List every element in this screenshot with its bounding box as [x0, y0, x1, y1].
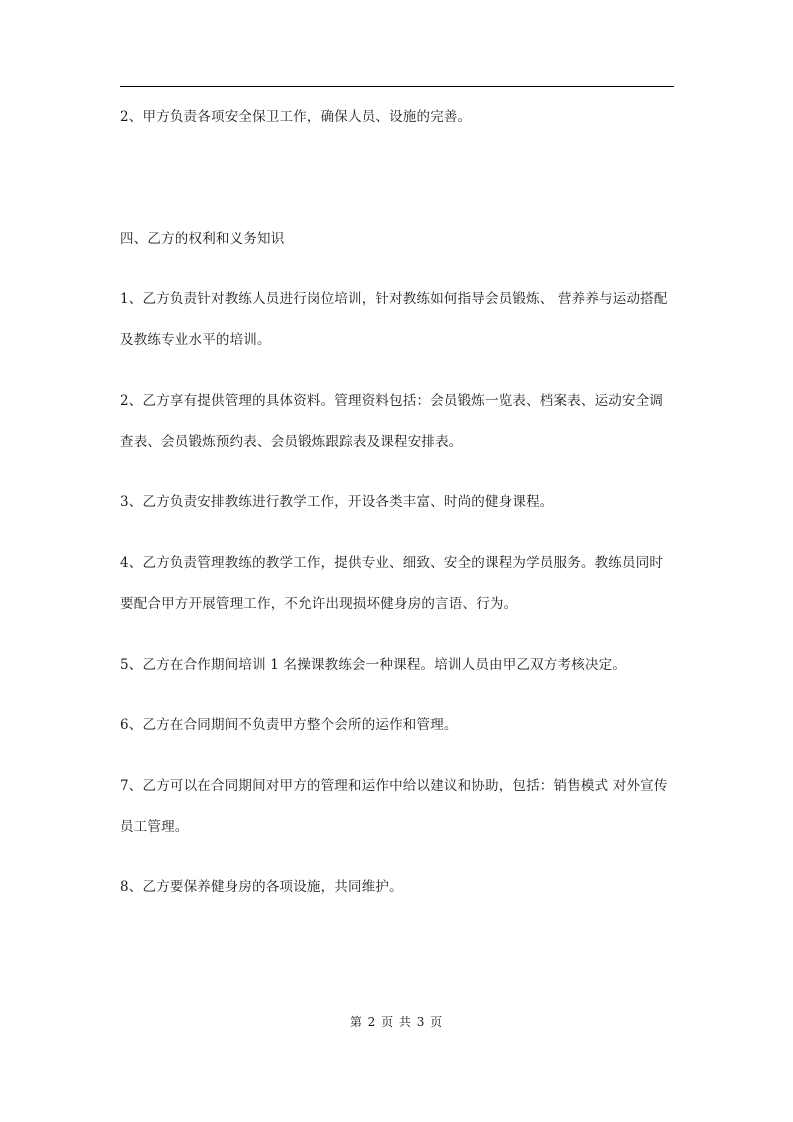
paragraph-item-2-line-2: 查表、会员锻炼预约表、会员锻炼跟踪表及课程安排表。 [120, 434, 463, 450]
paragraph-item-5: 5、乙方在合作期间培训 1 名操课教练会一种课程。培训人员由甲乙双方考核决定。 [120, 657, 627, 673]
paragraph-item-7-line-2: 员工管理。 [120, 819, 189, 835]
paragraph-item-2-line-1: 2、乙方享有提供管理的具体资料。管理资料包括：会员锻炼一览表、档案表、运动安全调 [120, 393, 664, 409]
paragraph-item-6: 6、乙方在合同期间不负责甲方整个会所的运作和管理。 [120, 717, 458, 733]
paragraph-item-4-line-2: 要配合甲方开展管理工作，不允许出现损坏健身房的言语、行为。 [120, 596, 518, 612]
section-heading-party-b-rights: 四、乙方的权利和义务知识 [120, 231, 285, 247]
paragraph-item-1-line-2: 及教练专业水平的培训。 [120, 332, 271, 348]
header-rule [120, 86, 674, 87]
paragraph-item-4-line-1: 4、乙方负责管理教练的教学工作，提供专业、细致、安全的课程为学员服务。教练员同时 [120, 555, 664, 571]
page-number-footer: 第 2 页 共 3 页 [349, 1015, 444, 1029]
paragraph-item-1-line-1: 1、乙方负责针对教练人员进行岗位培训，针对教练如何指导会员锻炼、 营养养与运动搭配 [120, 291, 668, 307]
paragraph-security-duty: 2、甲方负责各项安全保卫工作，确保人员、设施的完善。 [120, 109, 472, 125]
paragraph-item-8: 8、乙方要保养健身房的各项设施，共同维护。 [120, 879, 403, 895]
paragraph-item-7-line-1: 7、乙方可以在合同期间对甲方的管理和运作中给以建议和协助，包括：销售模式 对外宣传 [120, 778, 668, 794]
paragraph-item-3: 3、乙方负责安排教练进行教学工作，开设各类丰富、时尚的健身课程。 [120, 494, 554, 510]
